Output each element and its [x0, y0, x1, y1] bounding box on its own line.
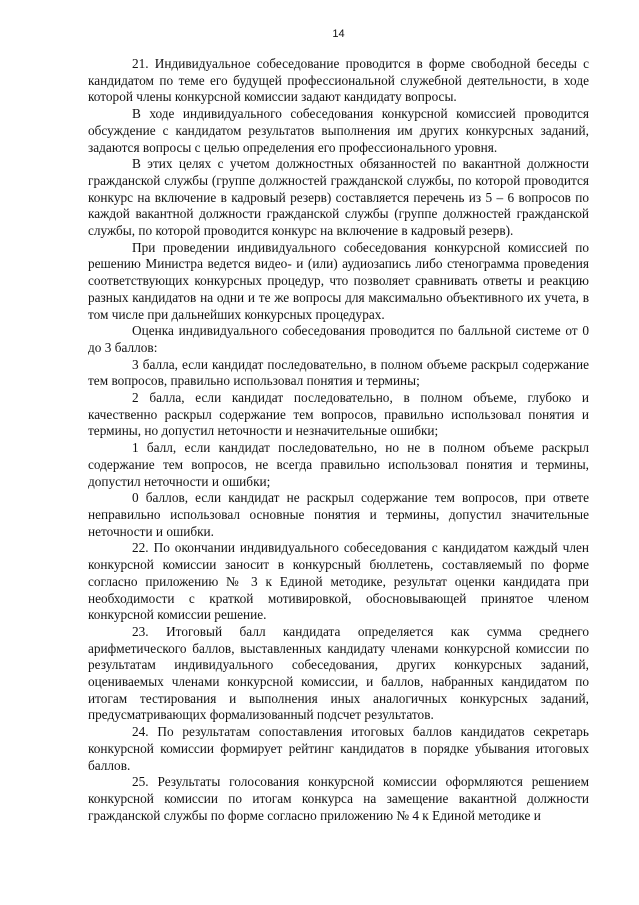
page-number: 14 [332, 28, 345, 40]
paragraph-21-interview: 21. Индивидуальное собеседование проводится в форме свободной беседы с кандидатом по теме его будущей профессиональной служебной деятельности, в ходе которой члены конкурсной комиссии задают кандидату вопросы. [88, 56, 589, 105]
paragraph-23-final-score: 23. Итоговый балл кандидата определяется как сумма среднего арифметического баллов, выставленных кандидату членами конкурсной комиссии по результатам индивидуального собеседования, других конкурсных заданий, оцениваемых членами конкурсной комиссии, и баллов, набранных кандидатом по итогам тестирования и выполнения иных аналогичных конкурсных заданий, предусматривающих формализованный подсчет результатов. [88, 623, 589, 723]
paragraph-score-1: 1 балл, если кандидат последовательно, но не в полном объеме раскрыл содержание тем вопросов, не всегда правильно использовал понятия и термины, допустил неточности и ошибки; [88, 440, 589, 489]
paragraph-22-ballot: 22. По окончании индивидуального собеседования с кандидатом каждый член конкурсной комиссии заносит в конкурсный бюллетень, составляемый по форме согласно приложению № 3 к Единой методике, результат оценки кандидата при необходимости с краткой мотивировкой, обосновывающей принятое членом конкурсной комиссии решение. [88, 540, 589, 623]
paragraph-score-3: 3 балла, если кандидат последовательно, в полном объеме раскрыл содержание тем вопросов, правильно использовал понятия и термины; [88, 356, 589, 389]
paragraph-score-0: 0 баллов, если кандидат не раскрыл содержание тем вопросов, при ответе неправильно использовал основные понятия и термины, допустил значительные неточности и ошибки. [88, 490, 589, 539]
paragraph-recording: При проведении индивидуального собеседования конкурсной комиссией по решению Министра ведется видео- и (или) аудиозапись либо стенограмма проведения соответствующих конкурсных процедур, что позволяет сравнивать ответы и реакцию разных кандидатов на одни и те же вопросы для максимально объективного их учета, в том числе при дальнейших конкурсных процедурах. [88, 239, 589, 322]
paragraph-24-ranking: 24. По результатам сопоставления итоговых баллов кандидатов секретарь конкурсной комиссии формирует рейтинг кандидатов в порядке убывания итоговых баллов. [88, 724, 589, 773]
paragraph-interview-discussion: В ходе индивидуального собеседования конкурсной комиссией проводится обсуждение с кандидатом результатов выполнения им других конкурсных заданий, задаются вопросы с целью определения его профессионального уровня. [88, 106, 589, 155]
paragraph-scoring-intro: Оценка индивидуального собеседования проводится по балльной системе от 0 до 3 баллов: [88, 323, 589, 355]
paragraph-score-2: 2 балла, если кандидат последовательно, в полном объеме, глубоко и качественно раскрыл содержание тем вопросов, правильно использовал понятия и термины, но допустил неточности и незначительные ошибки; [88, 390, 589, 439]
body-text [88, 56, 589, 824]
paragraph-25-voting-results: 25. Результаты голосования конкурсной комиссии оформляются решением конкурсной комиссии по итогам конкурса на замещение вакантной должности гражданской службы по форме согласно приложению № 4 к Единой методике и [88, 774, 589, 823]
paragraph-question-list: В этих целях с учетом должностных обязанностей по вакантной должности гражданской службы (группе должностей гражданской службы, по которой проводится конкурс на включение в кадровый резерв) составляется перечень из 5 – 6 вопросов по каждой вакантной должности гражданской службы (группе должностей гражданской службы, по которой проводится конкурс на включение в кадровый резерв). [88, 156, 589, 239]
